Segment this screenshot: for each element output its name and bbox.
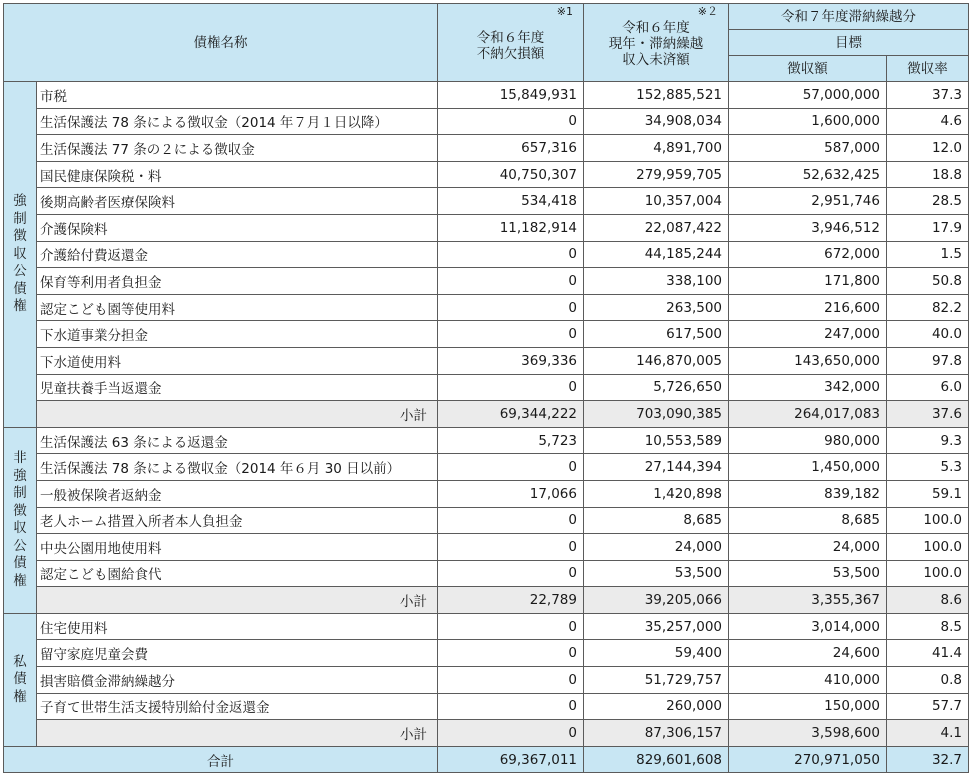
- table-row: [4, 241, 969, 268]
- row-amount: 53,500: [729, 560, 887, 587]
- row-amount: 57,000,000: [729, 82, 887, 109]
- row-amount: 410,000: [729, 667, 887, 694]
- table-row: [4, 427, 969, 454]
- row-amount: 839,182: [729, 480, 887, 507]
- row-rate: 40.0: [887, 321, 969, 348]
- row-writeoff: 0: [438, 294, 584, 321]
- table-row: [4, 560, 969, 587]
- row-unpaid: 260,000: [584, 693, 729, 720]
- row-amount: 1,600,000: [729, 108, 887, 135]
- table-body: [4, 82, 969, 773]
- subtotal-amount: 3,355,367: [729, 587, 887, 614]
- row-rate: 59.1: [887, 480, 969, 507]
- subtotal-unpaid: 703,090,385: [584, 401, 729, 428]
- row-rate: 50.8: [887, 268, 969, 295]
- row-writeoff: 0: [438, 507, 584, 534]
- table-row: [4, 667, 969, 694]
- row-name: 保育等利用者負担金: [37, 268, 438, 295]
- subtotal-unpaid: 39,205,066: [584, 587, 729, 614]
- header-amount: 徴収額: [729, 56, 887, 82]
- row-rate: 4.6: [887, 108, 969, 135]
- row-name: 児童扶養手当返還金: [37, 374, 438, 401]
- row-rate: 100.0: [887, 507, 969, 534]
- row-writeoff: 0: [438, 241, 584, 268]
- row-writeoff: 0: [438, 374, 584, 401]
- table-row: [4, 374, 969, 401]
- table-row: [4, 480, 969, 507]
- subtotal-row: [4, 587, 969, 614]
- row-amount: 8,685: [729, 507, 887, 534]
- table-row: [4, 214, 969, 241]
- row-writeoff: 657,316: [438, 135, 584, 162]
- category-label: 強制徴収公債権: [13, 193, 27, 315]
- row-name: 子育て世帯生活支援特別給付金返還金: [37, 693, 438, 720]
- row-name: 下水道使用料: [37, 347, 438, 374]
- header-name: 債権名称: [4, 4, 438, 82]
- table-row: [4, 454, 969, 481]
- row-name: 中央公園用地使用料: [37, 534, 438, 561]
- row-writeoff: 5,723: [438, 427, 584, 454]
- header-unpaid: ※２ 令和６年度 現年・滞納繰越 収入未済額: [584, 4, 729, 82]
- table-row: [4, 82, 969, 109]
- row-unpaid: 338,100: [584, 268, 729, 295]
- table-row: [4, 347, 969, 374]
- row-amount: 587,000: [729, 135, 887, 162]
- total-amount: 270,971,050: [729, 746, 887, 773]
- row-unpaid: 34,908,034: [584, 108, 729, 135]
- row-amount: 24,000: [729, 534, 887, 561]
- row-name: 生活保護法 63 条による返還金: [37, 427, 438, 454]
- row-amount: 52,632,425: [729, 161, 887, 188]
- row-name: 生活保護法 78 条による徴収金（2014 年６月 30 日以前）: [37, 454, 438, 481]
- row-writeoff: 40,750,307: [438, 161, 584, 188]
- total-writeoff: 69,367,011: [438, 746, 584, 773]
- row-name: 損害賠償金滞納繰越分: [37, 667, 438, 694]
- table-row: [4, 108, 969, 135]
- total-label: 合計: [4, 746, 438, 773]
- row-unpaid: 617,500: [584, 321, 729, 348]
- row-unpaid: 10,553,589: [584, 427, 729, 454]
- row-name: 市税: [37, 82, 438, 109]
- header-rate: 徴収率: [887, 56, 969, 82]
- row-amount: 3,946,512: [729, 214, 887, 241]
- row-writeoff: 0: [438, 693, 584, 720]
- subtotal-writeoff: 22,789: [438, 587, 584, 614]
- row-writeoff: 15,849,931: [438, 82, 584, 109]
- subtotal-row: [4, 401, 969, 428]
- row-name: 後期高齢者医療保険料: [37, 188, 438, 215]
- row-name: 認定こども園等使用料: [37, 294, 438, 321]
- row-unpaid: 1,420,898: [584, 480, 729, 507]
- row-rate: 37.3: [887, 82, 969, 109]
- subtotal-rate: 4.1: [887, 720, 969, 747]
- row-name: 下水道事業分担金: [37, 321, 438, 348]
- row-rate: 100.0: [887, 534, 969, 561]
- subtotal-label: 小計: [37, 720, 438, 747]
- row-name: 介護給付費返還金: [37, 241, 438, 268]
- row-writeoff: 0: [438, 613, 584, 640]
- row-amount: 3,014,000: [729, 613, 887, 640]
- row-rate: 1.5: [887, 241, 969, 268]
- row-writeoff: 0: [438, 560, 584, 587]
- category-cell: [4, 613, 37, 746]
- row-writeoff: 0: [438, 268, 584, 295]
- table-row: [4, 693, 969, 720]
- row-rate: 41.4: [887, 640, 969, 667]
- table-row: [4, 321, 969, 348]
- row-writeoff: 0: [438, 667, 584, 694]
- row-amount: 1,450,000: [729, 454, 887, 481]
- subtotal-label: 小計: [37, 401, 438, 428]
- row-amount: 171,800: [729, 268, 887, 295]
- subtotal-row: [4, 720, 969, 747]
- row-rate: 97.8: [887, 347, 969, 374]
- row-rate: 8.5: [887, 613, 969, 640]
- subtotal-amount: 3,598,600: [729, 720, 887, 747]
- table-row: [4, 188, 969, 215]
- subtotal-writeoff: 0: [438, 720, 584, 747]
- row-name: 国民健康保険税・料: [37, 161, 438, 188]
- row-unpaid: 263,500: [584, 294, 729, 321]
- collection-table: [3, 3, 969, 773]
- row-name: 老人ホーム措置入所者本人負担金: [37, 507, 438, 534]
- row-rate: 18.8: [887, 161, 969, 188]
- row-unpaid: 10,357,004: [584, 188, 729, 215]
- row-unpaid: 22,087,422: [584, 214, 729, 241]
- row-rate: 9.3: [887, 427, 969, 454]
- table-row: [4, 507, 969, 534]
- row-rate: 82.2: [887, 294, 969, 321]
- row-name: 生活保護法 77 条の２による徴収金: [37, 135, 438, 162]
- row-unpaid: 279,959,705: [584, 161, 729, 188]
- row-name: 留守家庭児童会費: [37, 640, 438, 667]
- row-writeoff: 0: [438, 321, 584, 348]
- category-label: 非強制徴収公債権: [13, 450, 27, 589]
- header-writeoff: ※1 令和６年度 不納欠損額: [438, 4, 584, 82]
- row-unpaid: 27,144,394: [584, 454, 729, 481]
- row-amount: 216,600: [729, 294, 887, 321]
- row-unpaid: 4,891,700: [584, 135, 729, 162]
- row-amount: 150,000: [729, 693, 887, 720]
- row-amount: 980,000: [729, 427, 887, 454]
- row-rate: 5.3: [887, 454, 969, 481]
- row-name: 認定こども園給食代: [37, 560, 438, 587]
- row-rate: 12.0: [887, 135, 969, 162]
- row-unpaid: 5,726,650: [584, 374, 729, 401]
- subtotal-writeoff: 69,344,222: [438, 401, 584, 428]
- row-unpaid: 53,500: [584, 560, 729, 587]
- row-rate: 0.8: [887, 667, 969, 694]
- header-unpaid-note: ※２: [697, 5, 718, 18]
- row-writeoff: 0: [438, 454, 584, 481]
- row-name: 介護保険料: [37, 214, 438, 241]
- row-unpaid: 59,400: [584, 640, 729, 667]
- row-rate: 57.7: [887, 693, 969, 720]
- subtotal-unpaid: 87,306,157: [584, 720, 729, 747]
- row-unpaid: 51,729,757: [584, 667, 729, 694]
- row-amount: 247,000: [729, 321, 887, 348]
- row-rate: 6.0: [887, 374, 969, 401]
- row-amount: 143,650,000: [729, 347, 887, 374]
- total-unpaid: 829,601,608: [584, 746, 729, 773]
- subtotal-rate: 37.6: [887, 401, 969, 428]
- row-name: 一般被保険者返納金: [37, 480, 438, 507]
- subtotal-rate: 8.6: [887, 587, 969, 614]
- total-rate: 32.7: [887, 746, 969, 773]
- row-writeoff: 0: [438, 640, 584, 667]
- row-writeoff: 11,182,914: [438, 214, 584, 241]
- category-cell: [4, 427, 37, 613]
- table-row: [4, 135, 969, 162]
- row-amount: 342,000: [729, 374, 887, 401]
- row-name: 住宅使用料: [37, 613, 438, 640]
- row-rate: 17.9: [887, 214, 969, 241]
- row-writeoff: 0: [438, 534, 584, 561]
- row-amount: 2,951,746: [729, 188, 887, 215]
- table-row: [4, 294, 969, 321]
- row-writeoff: 17,066: [438, 480, 584, 507]
- row-unpaid: 8,685: [584, 507, 729, 534]
- row-writeoff: 369,336: [438, 347, 584, 374]
- subtotal-amount: 264,017,083: [729, 401, 887, 428]
- row-amount: 24,600: [729, 640, 887, 667]
- category-label: 私債権: [13, 653, 27, 705]
- table-row: [4, 534, 969, 561]
- row-writeoff: 0: [438, 108, 584, 135]
- row-unpaid: 44,185,244: [584, 241, 729, 268]
- row-name: 生活保護法 78 条による徴収金（2014 年７月１日以降）: [37, 108, 438, 135]
- row-amount: 672,000: [729, 241, 887, 268]
- subtotal-label: 小計: [37, 587, 438, 614]
- total-row: [4, 746, 969, 773]
- header-writeoff-note: ※1: [556, 5, 573, 18]
- header-r7-group: 令和７年度滞納繰越分: [729, 4, 969, 30]
- table-row: [4, 613, 969, 640]
- category-cell: [4, 82, 37, 428]
- row-writeoff: 534,418: [438, 188, 584, 215]
- row-rate: 28.5: [887, 188, 969, 215]
- header-target: 目標: [729, 30, 969, 56]
- table-row: [4, 640, 969, 667]
- table-row: [4, 268, 969, 295]
- row-unpaid: 35,257,000: [584, 613, 729, 640]
- row-unpaid: 152,885,521: [584, 82, 729, 109]
- row-unpaid: 24,000: [584, 534, 729, 561]
- row-unpaid: 146,870,005: [584, 347, 729, 374]
- table-row: [4, 161, 969, 188]
- row-rate: 100.0: [887, 560, 969, 587]
